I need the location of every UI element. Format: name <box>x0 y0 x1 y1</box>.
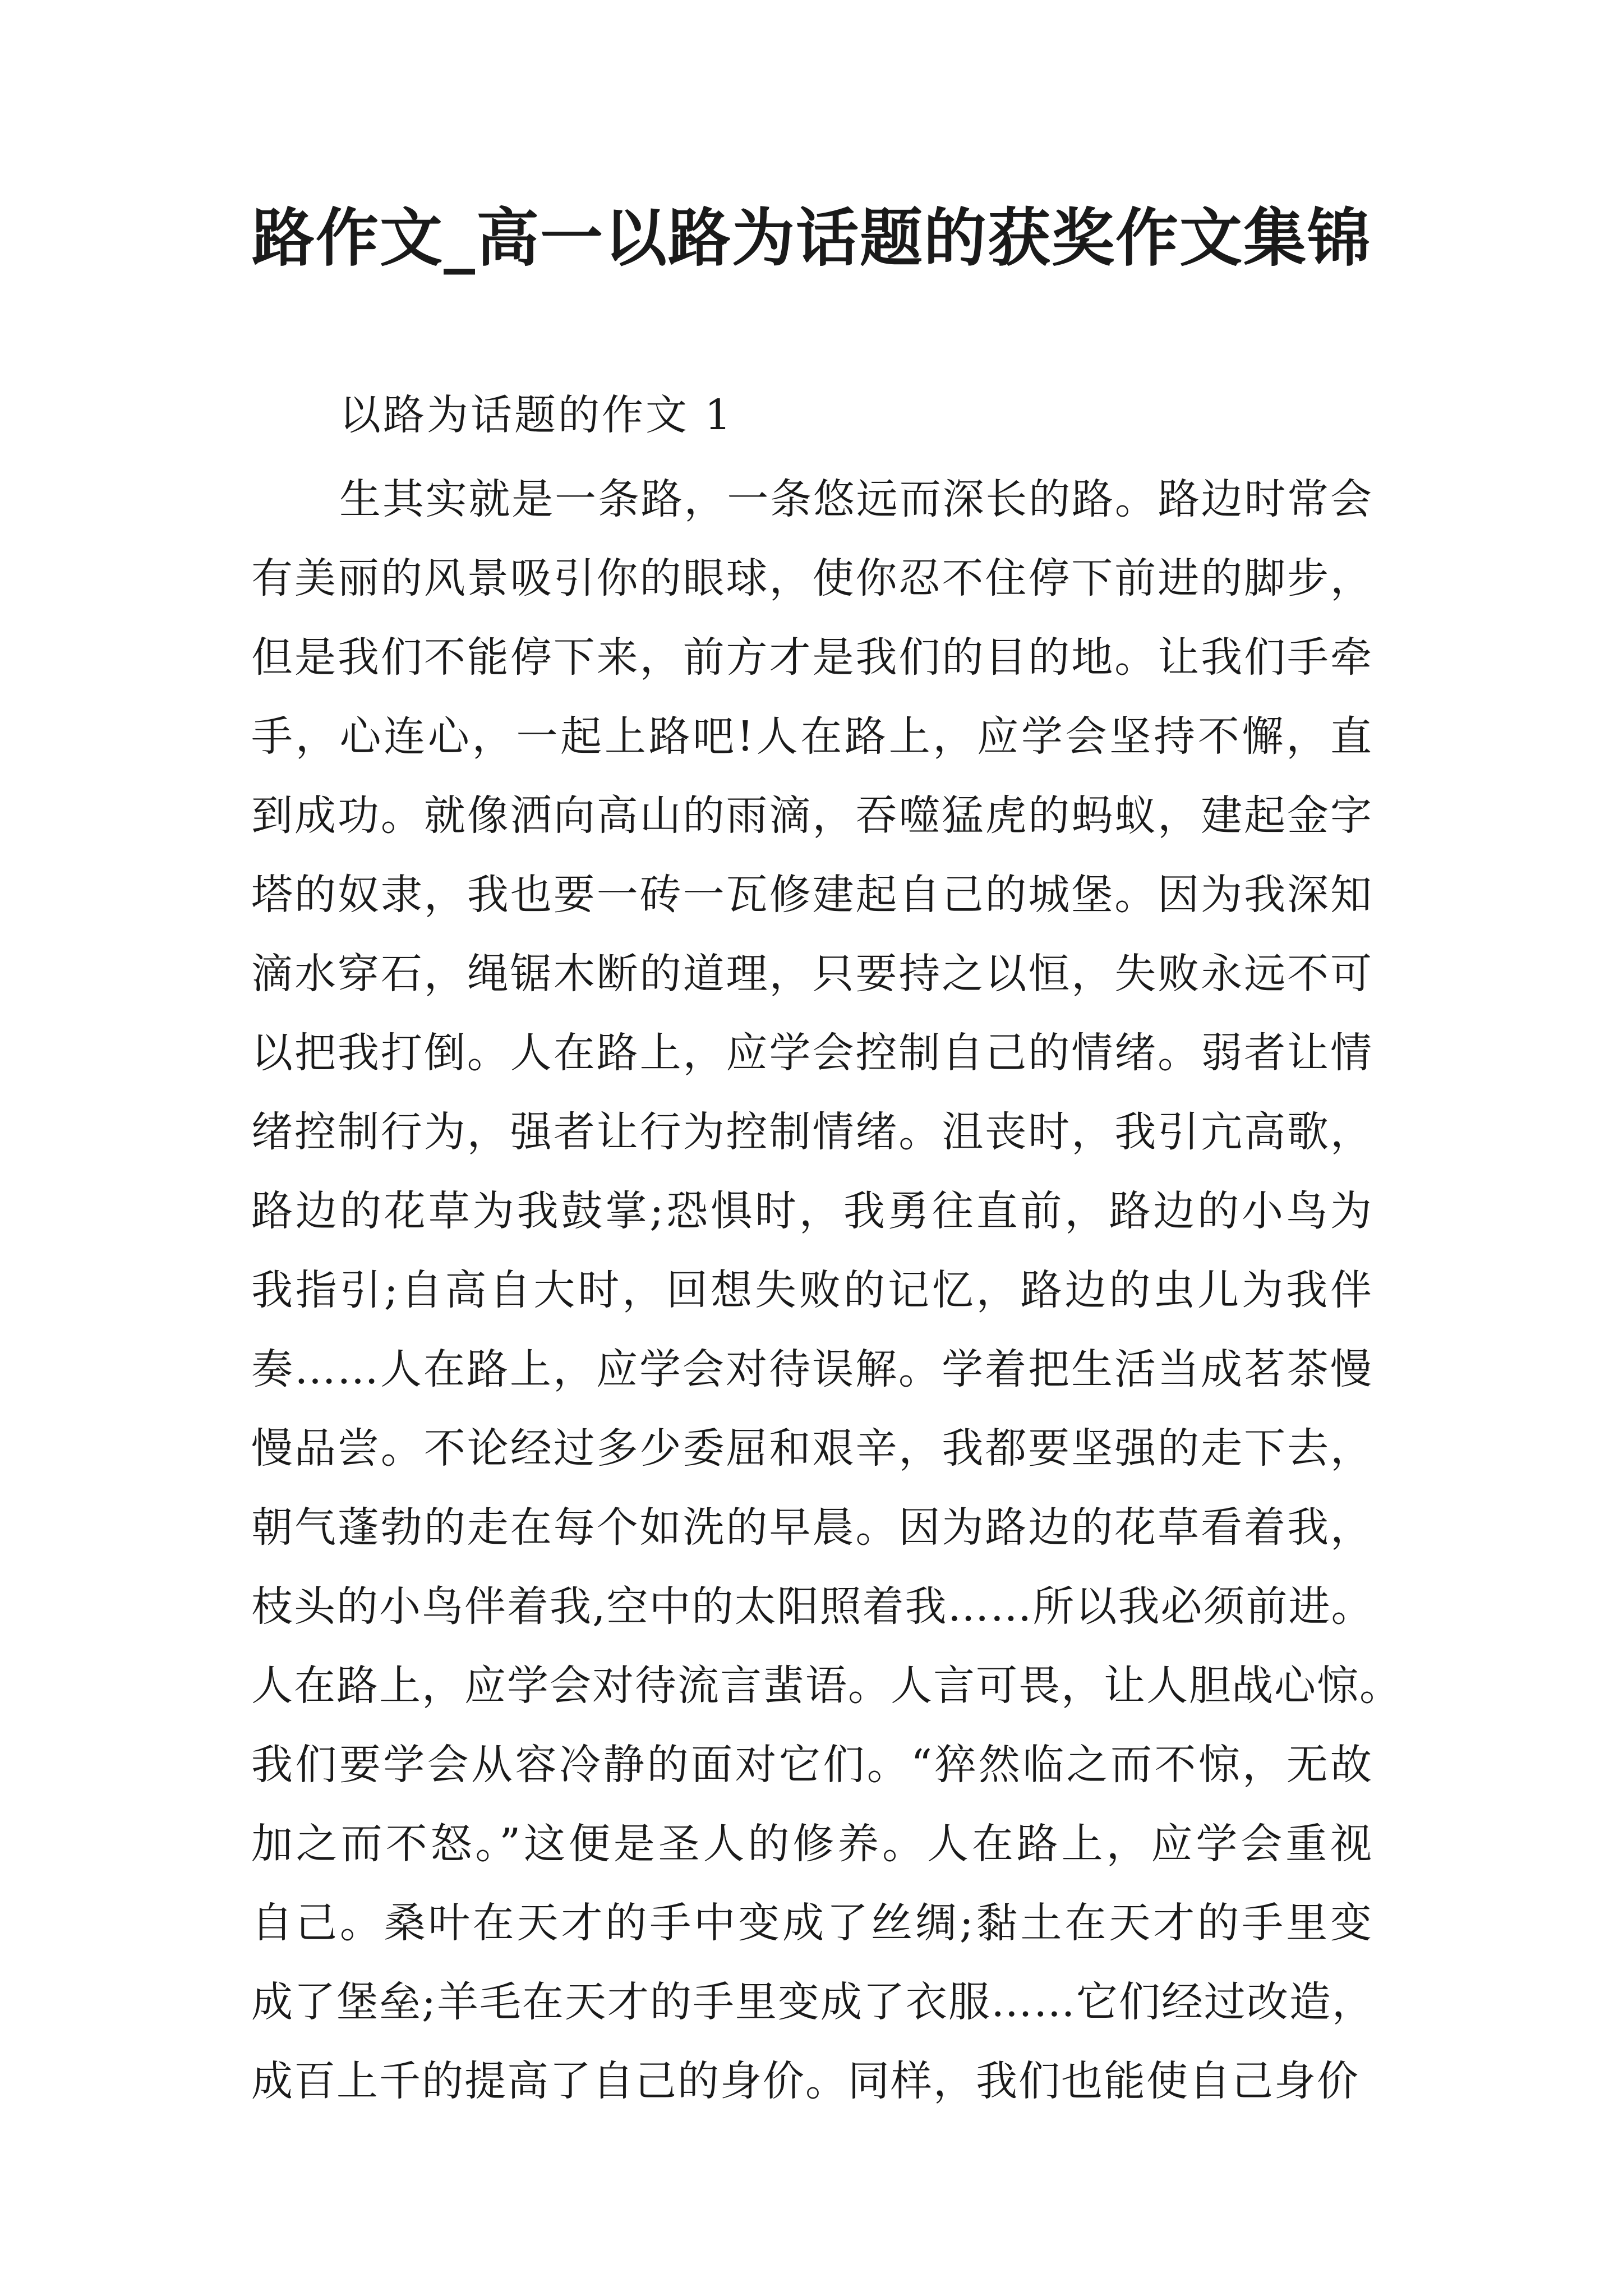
text-line: 我们要学会从容冷静的面对它们。“猝然临之而不惊，无故 <box>251 1741 1373 1789</box>
text-line: 自己。桑叶在天才的手中变成了丝绸;黏土在天才的手里变 <box>251 1899 1373 1947</box>
text-line: 手，心连心，一起上路吧!人在路上，应学会坚持不懈，直 <box>251 712 1373 761</box>
text-line: 朝气蓬勃的走在每个如洗的早晨。因为路边的花草看着我， <box>251 1503 1373 1552</box>
text-line: 路边的花草为我鼓掌;恐惧时，我勇往直前，路边的小鸟为 <box>251 1187 1373 1235</box>
text-line: 有美丽的风景吸引你的眼球，使你忍不住停下前进的脚步， <box>251 554 1373 602</box>
text-line: 生其实就是一条路，一条悠远而深长的路。路边时常会 <box>339 475 1373 523</box>
text-line: 我指引;自高自大时，回想失败的记忆，路边的虫儿为我伴 <box>251 1266 1373 1314</box>
text-line: 以把我打倒。人在路上，应学会控制自己的情绪。弱者让情 <box>251 1029 1373 1077</box>
text-line: 成百上千的提高了自己的身价。同样，我们也能使自己身价 <box>251 2057 1359 2105</box>
text-line: 人在路上，应学会对待流言蜚语。人言可畏，让人胆战心惊。 <box>251 1662 1402 1710</box>
text-line: 成了堡垒;羊毛在天才的手里变成了衣服……它们经过改造， <box>251 1978 1375 2026</box>
text-line: 绪控制行为，强者让行为控制情绪。沮丧时，我引亢高歌， <box>251 1108 1373 1156</box>
text-line: 枝头的小鸟伴着我,空中的太阳照着我……所以我必须前进。 <box>251 1582 1374 1631</box>
text-line: 到成功。就像洒向高山的雨滴，吞噬猛虎的蚂蚁，建起金字 <box>251 792 1373 840</box>
text-line: 奏……人在路上，应学会对待误解。学着把生活当成茗茶慢 <box>251 1345 1373 1393</box>
essay-body <box>251 460 1402 2121</box>
text-line: 慢品尝。不论经过多少委屈和艰辛，我都要坚强的走下去， <box>251 1424 1373 1473</box>
text-line: 滴水穿石，绳锯木断的道理，只要持之以恒，失败永远不可 <box>251 950 1373 998</box>
text-line: 但是我们不能停下来，前方才是我们的目的地。让我们手牵 <box>251 633 1373 682</box>
text-line: 加之而不怒。”这便是圣人的修养。人在路上，应学会重视 <box>251 1820 1373 1868</box>
essay-heading: 以路为话题的作文 1 <box>339 391 734 439</box>
text-line: 塔的奴隶，我也要一砖一瓦修建起自己的城堡。因为我深知 <box>251 871 1373 919</box>
document-title: 路作文_高一以路为话题的获奖作文集锦 <box>252 201 1371 275</box>
